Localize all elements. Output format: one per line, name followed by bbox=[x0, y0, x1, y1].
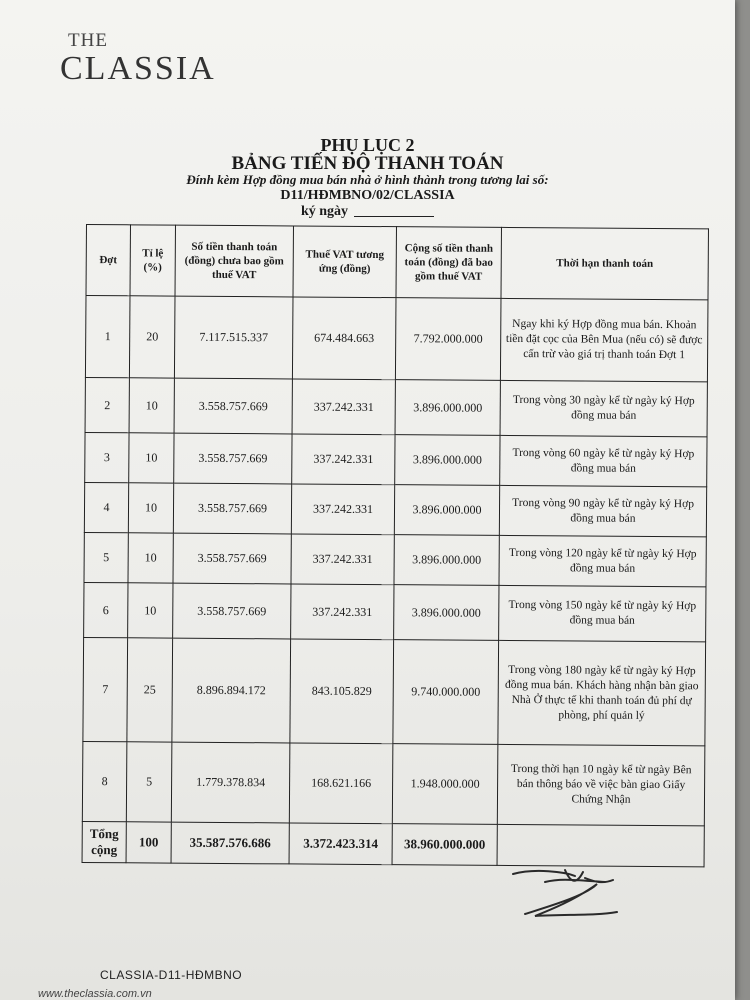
cell-stage: 7 bbox=[83, 637, 128, 741]
cell-terms: Trong vòng 90 ngày kể từ ngày ký Hợp đồng mua bán bbox=[499, 485, 706, 536]
cell-amount: 3.558.757.669 bbox=[173, 483, 291, 534]
total-sum: 38.960.000.000 bbox=[392, 824, 497, 866]
cell-total: 3.896.000.000 bbox=[395, 380, 500, 436]
cell-rate: 10 bbox=[128, 583, 173, 638]
cell-terms: Trong vòng 180 ngày kể từ ngày ký Hợp đồng mua bán. Khách hàng nhận bàn giao Nhà Ở thực tế khi thanh toán đủ phí dự phòng, phí quản lý bbox=[498, 640, 706, 745]
cell-vat: 843.105.829 bbox=[290, 639, 394, 744]
cell-total: 1.948.000.000 bbox=[392, 744, 498, 825]
cell-stage: 4 bbox=[84, 482, 128, 532]
table-row bbox=[85, 296, 708, 382]
subtitle: Đính kèm Hợp đồng mua bán nhà ở hình thành trong tương lai số: bbox=[186, 172, 549, 187]
cell-amount: 1.779.378.834 bbox=[171, 742, 290, 823]
cell-stage: 6 bbox=[84, 582, 128, 637]
sign-date bbox=[0, 204, 735, 220]
table-header-row bbox=[86, 225, 708, 300]
cell-amount: 3.558.757.669 bbox=[174, 378, 292, 434]
page-title: BẢNG TIẾN ĐỘ THANH TOÁN bbox=[231, 153, 504, 174]
header-total: Cộng số tiền thanh toán (đồng) đã bao gồm thuế VAT bbox=[396, 227, 501, 299]
logo-the: THE bbox=[68, 30, 108, 51]
cell-rate: 5 bbox=[126, 742, 172, 822]
cell-terms: Trong vòng 30 ngày kể từ ngày ký Hợp đồng mua bán bbox=[500, 380, 707, 436]
cell-stage: 3 bbox=[85, 432, 129, 482]
cell-vat: 168.621.166 bbox=[289, 743, 393, 824]
sign-date-blank bbox=[354, 216, 434, 217]
cell-stage: 5 bbox=[84, 532, 128, 582]
header-rate: Tỉ lệ (%) bbox=[130, 225, 175, 296]
cell-amount: 3.558.757.669 bbox=[173, 583, 291, 639]
cell-rate: 10 bbox=[128, 483, 173, 533]
appendix-label: PHỤ LỤC 2 bbox=[320, 135, 415, 155]
table-row bbox=[82, 741, 705, 825]
total-vat: 3.372.423.314 bbox=[289, 823, 392, 865]
footer-website: www.theclassia.com.vn bbox=[38, 988, 152, 1000]
cell-total: 3.896.000.000 bbox=[394, 535, 499, 586]
cell-rate: 10 bbox=[128, 533, 173, 583]
header-amount: Số tiền thanh toán (đồng) chưa bao gồm thuế VAT bbox=[175, 225, 293, 297]
total-amount: 35.587.576.686 bbox=[171, 822, 289, 864]
cell-amount: 3.558.757.669 bbox=[174, 433, 292, 484]
cell-total: 3.896.000.000 bbox=[395, 435, 500, 486]
cell-total: 3.896.000.000 bbox=[394, 585, 499, 641]
cell-amount: 7.117.515.337 bbox=[174, 296, 293, 379]
cell-stage: 2 bbox=[85, 377, 129, 432]
cell-total: 3.896.000.000 bbox=[394, 485, 499, 536]
cell-rate: 10 bbox=[129, 433, 174, 483]
cell-rate: 20 bbox=[129, 296, 175, 378]
header-terms: Thời hạn thanh toán bbox=[501, 227, 708, 299]
cell-vat: 337.242.331 bbox=[291, 534, 394, 585]
total-terms-empty bbox=[497, 824, 704, 866]
cell-vat: 337.242.331 bbox=[291, 584, 394, 640]
logo-classia: CLASSIA bbox=[60, 50, 216, 87]
total-row bbox=[82, 821, 704, 866]
cell-rate: 10 bbox=[129, 378, 174, 433]
total-label: Tổng cộng bbox=[82, 821, 126, 862]
cell-stage: 1 bbox=[85, 296, 130, 378]
contract-number: D11/HĐMBNO/02/CLASSIA bbox=[280, 188, 455, 203]
total-rate: 100 bbox=[126, 822, 171, 863]
cell-amount: 3.558.757.669 bbox=[173, 533, 291, 584]
table-row bbox=[85, 377, 707, 436]
cell-vat: 337.242.331 bbox=[292, 434, 395, 485]
cell-vat: 674.484.663 bbox=[292, 297, 396, 380]
table-row bbox=[83, 637, 706, 745]
table-row bbox=[84, 532, 706, 586]
sign-date-label: ký ngày bbox=[300, 204, 349, 219]
cell-vat: 337.242.331 bbox=[291, 484, 394, 535]
cell-rate: 25 bbox=[127, 638, 173, 742]
payment-schedule-table bbox=[82, 224, 709, 867]
signature-image bbox=[505, 862, 625, 922]
cell-amount: 8.896.894.172 bbox=[172, 638, 291, 743]
cell-total: 7.792.000.000 bbox=[395, 298, 501, 381]
footer-document-code: CLASSIA-D11-HĐMBNO bbox=[100, 968, 243, 982]
table-row bbox=[84, 582, 706, 641]
header-vat: Thuế VAT tương ứng (đồng) bbox=[293, 226, 396, 298]
cell-terms: Trong thời hạn 10 ngày kể từ ngày Bên bán thông báo về việc bàn giao Giấy Chứng Nhận bbox=[497, 744, 705, 825]
cell-terms: Trong vòng 120 ngày kể từ ngày ký Hợp đồng mua bán bbox=[499, 535, 706, 586]
cell-vat: 337.242.331 bbox=[292, 379, 395, 435]
cell-stage: 8 bbox=[82, 741, 127, 821]
table-row bbox=[85, 432, 707, 486]
table-row bbox=[84, 482, 706, 536]
header-stage: Đợt bbox=[86, 225, 130, 296]
cell-terms: Trong vòng 60 ngày kể từ ngày ký Hợp đồng mua bán bbox=[500, 435, 707, 486]
cell-total: 9.740.000.000 bbox=[393, 640, 499, 745]
cell-terms: Trong vòng 150 ngày kể từ ngày ký Hợp đồng mua bán bbox=[499, 585, 706, 641]
cell-terms: Ngay khi ký Hợp đồng mua bán. Khoản tiền đặt cọc của Bên Mua (nếu có) sẽ được cấn trừ vào giá trị thanh toán Đợt 1 bbox=[500, 298, 708, 381]
